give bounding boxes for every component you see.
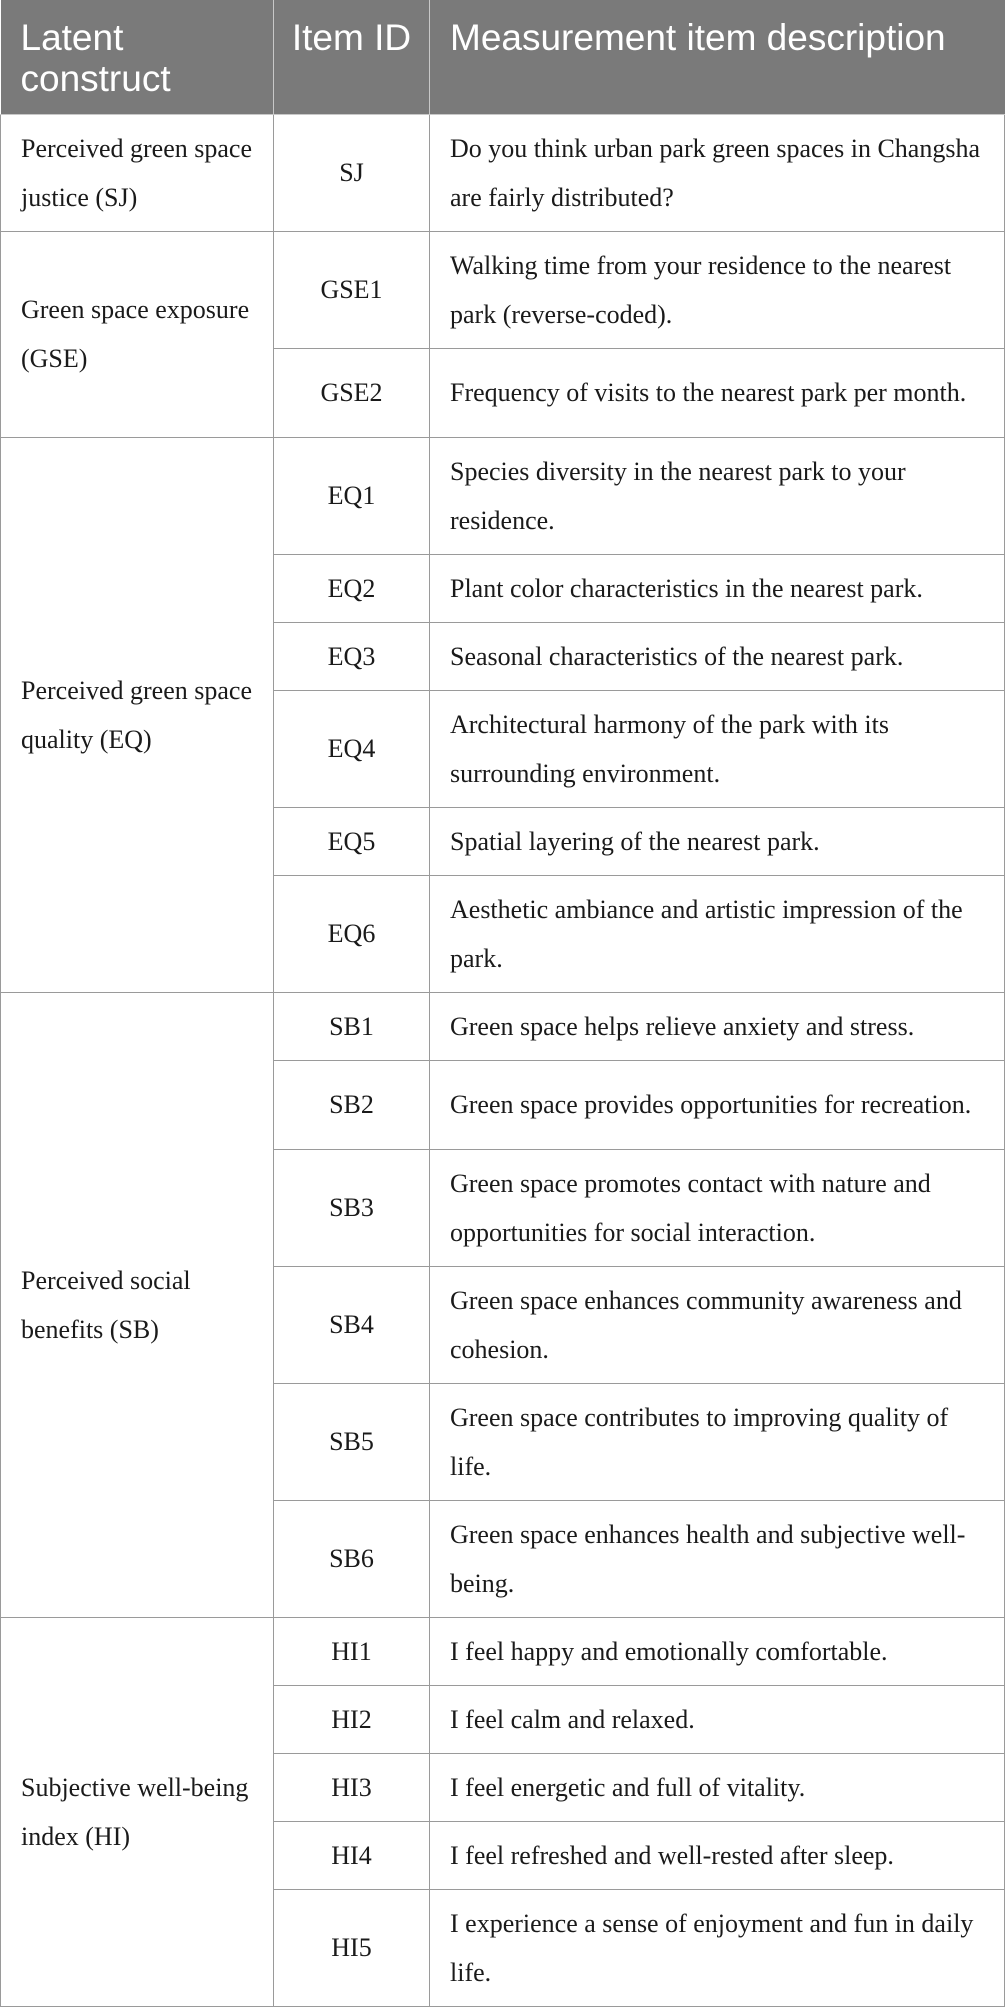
table-row xyxy=(1,992,1005,1060)
item-id-cell: HI4 xyxy=(274,1821,430,1889)
item-description-cell: Green space promotes contact with nature and opportunities for social interaction. xyxy=(430,1149,1005,1266)
item-id-cell: GSE1 xyxy=(274,231,430,348)
table-body xyxy=(1,114,1005,2006)
item-description-cell: Green space enhances health and subjective well-being. xyxy=(430,1500,1005,1617)
item-id-cell: SB1 xyxy=(274,992,430,1060)
item-id-cell: HI5 xyxy=(274,1889,430,2006)
latent-construct-cell: Perceived social benefits (SB) xyxy=(1,992,274,1617)
item-description-cell: Green space contributes to improving quality of life. xyxy=(430,1383,1005,1500)
item-description-cell: Architectural harmony of the park with its surrounding environment. xyxy=(430,690,1005,807)
item-id-cell: HI1 xyxy=(274,1617,430,1685)
item-id-cell: GSE2 xyxy=(274,348,430,437)
item-description-cell: Green space enhances community awareness and cohesion. xyxy=(430,1266,1005,1383)
latent-construct-cell: Perceived green space quality (EQ) xyxy=(1,437,274,992)
item-id-cell: HI3 xyxy=(274,1753,430,1821)
item-id-cell: SB2 xyxy=(274,1060,430,1149)
item-id-cell: SB5 xyxy=(274,1383,430,1500)
item-id-cell: SJ xyxy=(274,114,430,231)
item-id-cell: HI2 xyxy=(274,1685,430,1753)
item-description-cell: I experience a sense of enjoyment and fun in daily life. xyxy=(430,1889,1005,2006)
item-id-cell: EQ2 xyxy=(274,554,430,622)
latent-construct-cell: Green space exposure (GSE) xyxy=(1,231,274,437)
item-description-cell: Seasonal characteristics of the nearest park. xyxy=(430,622,1005,690)
latent-construct-cell: Perceived green space justice (SJ) xyxy=(1,114,274,231)
header-description: Measurement item description xyxy=(430,0,1005,114)
item-description-cell: Aesthetic ambiance and artistic impression of the park. xyxy=(430,875,1005,992)
item-description-cell: Do you think urban park green spaces in Changsha are fairly distributed? xyxy=(430,114,1005,231)
latent-construct-cell: Subjective well-being index (HI) xyxy=(1,1617,274,2006)
item-id-cell: EQ3 xyxy=(274,622,430,690)
item-description-cell: Plant color characteristics in the nearest park. xyxy=(430,554,1005,622)
table-row xyxy=(1,114,1005,231)
table-row xyxy=(1,1617,1005,1685)
item-description-cell: I feel refreshed and well-rested after sleep. xyxy=(430,1821,1005,1889)
table-row xyxy=(1,437,1005,554)
item-description-cell: I feel calm and relaxed. xyxy=(430,1685,1005,1753)
item-description-cell: I feel energetic and full of vitality. xyxy=(430,1753,1005,1821)
item-description-cell: Frequency of visits to the nearest park per month. xyxy=(430,348,1005,437)
item-id-cell: EQ1 xyxy=(274,437,430,554)
item-description-cell: Green space provides opportunities for recreation. xyxy=(430,1060,1005,1149)
item-description-cell: Spatial layering of the nearest park. xyxy=(430,807,1005,875)
item-description-cell: Walking time from your residence to the nearest park (reverse-coded). xyxy=(430,231,1005,348)
item-id-cell: EQ5 xyxy=(274,807,430,875)
table-row xyxy=(1,231,1005,348)
header-item-id: Item ID xyxy=(274,0,430,114)
header-row xyxy=(1,0,1005,114)
item-id-cell: EQ4 xyxy=(274,690,430,807)
item-description-cell: Species diversity in the nearest park to your residence. xyxy=(430,437,1005,554)
header-latent-construct: Latent construct xyxy=(1,0,274,114)
item-id-cell: SB6 xyxy=(274,1500,430,1617)
item-id-cell: SB4 xyxy=(274,1266,430,1383)
item-description-cell: I feel happy and emotionally comfortable. xyxy=(430,1617,1005,1685)
item-id-cell: EQ6 xyxy=(274,875,430,992)
item-description-cell: Green space helps relieve anxiety and stress. xyxy=(430,992,1005,1060)
table-header xyxy=(1,0,1005,114)
item-id-cell: SB3 xyxy=(274,1149,430,1266)
